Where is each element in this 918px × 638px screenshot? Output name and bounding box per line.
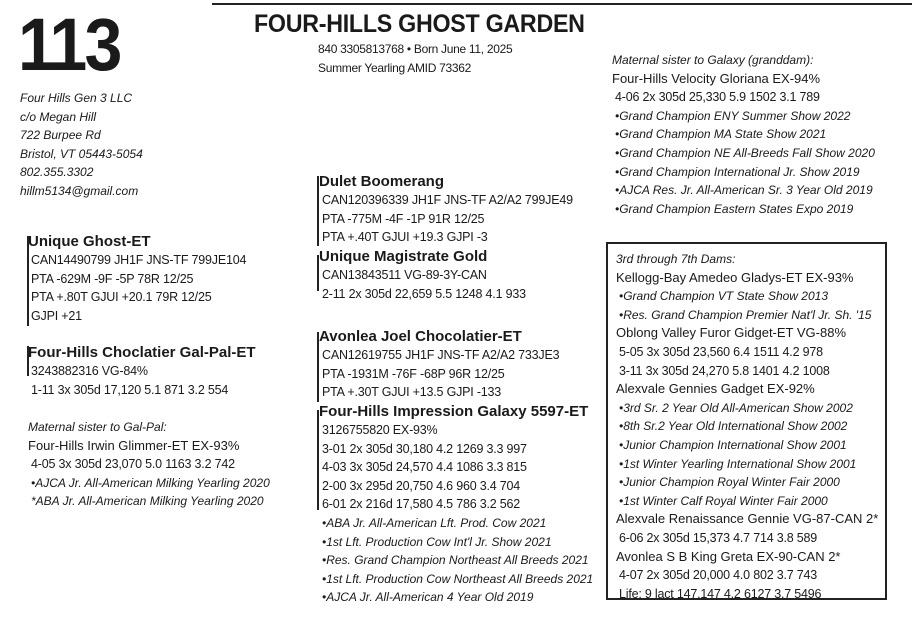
dam-info-line: 3243882316 VG-84% [31, 364, 148, 378]
info-line: PTA +.30T GJUI +13.5 GJPI -133 [322, 385, 502, 400]
award-line: •Res. Grand Champion Northeast All Breeds 2021 [322, 553, 589, 568]
registration-line: 840 3305813768 • Born June 11, 2025 [318, 42, 513, 56]
maternal-grandsire-block [319, 328, 559, 402]
consignor-email: hillm5134@gmail.com [20, 183, 139, 198]
info-line: 2-11 2x 305d 22,659 5.5 1248 4.1 933 [322, 286, 526, 301]
consignor-block [20, 89, 143, 201]
paternal-grandsire-name: Dulet Boomerang [319, 173, 445, 190]
award-line: •Grand Champion Eastern States Expo 2019 [615, 201, 854, 216]
record-line: 3-01 2x 305d 30,180 4.2 1269 3.3 997 [322, 441, 527, 456]
header-rule [212, 3, 912, 5]
ancestor-dam-name: Avonlea S B King Greta EX-90-CAN 2* [616, 548, 841, 564]
award-line: •Grand Champion International Jr. Show 2019 [615, 164, 860, 179]
sister-name: Four-Hills Velocity Gloriana EX-94% [612, 70, 821, 86]
info-line: CAN13843511 VG-89-3Y-CAN [322, 268, 487, 282]
record-line: 5-05 3x 305d 23,560 6.4 1511 4.2 978 [619, 344, 823, 359]
award-line: •8th Sr.2 Year Old International Show 2002 [619, 419, 848, 434]
ancestor-dam-name: Alexvale Gennies Gadget EX-92% [616, 381, 815, 397]
sire-info-line: PTA +.80T GJUI +20.1 79R 12/25 [31, 290, 212, 305]
award-line: •Grand Champion NE All-Breeds Fall Show 2020 [615, 145, 875, 160]
record-line: 3-11 3x 305d 24,270 5.8 1401 4.2 1008 [619, 363, 830, 378]
ancestor-dam-name: Oblong Valley Furor Gidget-ET VG-88% [616, 325, 847, 341]
info-line: PTA -1931M -76F -68P 96R 12/25 [322, 366, 505, 381]
info-line: PTA -775M -4F -1P 91R 12/25 [322, 211, 485, 226]
record-line: 2-00 3x 295d 20,750 4.6 960 3.4 704 [322, 478, 521, 493]
section-heading: Maternal sister to Gal-Pal: [28, 420, 167, 434]
maternal-granddam-block [319, 403, 593, 607]
maternal-sister-galaxy-block [612, 51, 875, 218]
info-line: CAN120396339 JH1F JNS-TF A2/A2 799JE49 [322, 193, 573, 207]
maternal-sister-galpal-block [28, 418, 270, 511]
info-line: PTA +.40T GJUI +19.3 GJPI -3 [322, 230, 488, 245]
award-line: •AJCA Jr. All-American Milking Yearling 2020 [31, 475, 270, 490]
consignor-line: 722 Burpee Rd [20, 128, 101, 143]
info-line: CAN12619755 JH1F JNS-TF A2/A2 733JE3 [322, 348, 560, 362]
box-heading: 3rd through 7th Dams: [616, 252, 736, 266]
award-line: •Junior Champion Royal Winter Fair 2000 [619, 475, 840, 490]
class-line: Summer Yearling AMID 73362 [318, 61, 471, 75]
award-line: •Res. Grand Champion Premier Nat'l Jr. Sh. '15 [619, 307, 872, 322]
paternal-grandsire-block [319, 173, 573, 247]
dam-name: Four-Hills Choclatier Gal-Pal-ET [28, 344, 256, 361]
paternal-granddam-name: Unique Magistrate Gold [319, 248, 488, 265]
award-line: •AJCA Jr. All-American 4 Year Old 2019 [322, 590, 534, 605]
record-line: 4-03 3x 305d 24,570 4.4 1086 3.3 815 [322, 460, 527, 475]
sister-name: Four-Hills Irwin Glimmer-ET EX-93% [28, 437, 240, 453]
award-line: •Grand Champion ENY Summer Show 2022 [615, 108, 851, 123]
maternal-grandsire-name: Avonlea Joel Chocolatier-ET [319, 328, 522, 345]
ancestor-dam-name: Kellogg-Bay Amedeo Gladys-ET EX-93% [616, 269, 854, 285]
consignor-phone: 802.355.3302 [20, 165, 94, 180]
award-line: •Grand Champion MA State Show 2021 [615, 127, 827, 142]
lot-number: 113 [18, 3, 120, 86]
ancestor-dam-name: Alexvale Renaissance Gennie VG-87-CAN 2* [616, 511, 879, 527]
award-line: •Grand Champion VT State Show 2013 [619, 289, 828, 304]
maternal-granddam-name: Four-Hills Impression Galaxy 5597-ET [319, 403, 589, 420]
section-heading: Maternal sister to Galaxy (granddam): [612, 53, 814, 67]
sister-record: 4-06 2x 305d 25,330 5.9 1502 3.1 789 [615, 90, 820, 105]
award-line: •Junior Champion International Show 2001 [619, 437, 847, 452]
award-line: •ABA Jr. All-American Lft. Prod. Cow 2021 [322, 515, 547, 530]
award-line: •1st Lft. Production Cow Northeast All Breeds 2021 [322, 571, 594, 586]
sire-block [28, 233, 246, 325]
lifetime-record-line: Life: 9 lact 147,147 4.2 6127 3.7 5496 [619, 586, 822, 601]
sire-info-line: GJPI +21 [31, 308, 82, 323]
record-line: 6-01 2x 216d 17,580 4.5 786 3.2 562 [322, 497, 521, 512]
award-line: •1st Winter Calf Royal Winter Fair 2000 [619, 493, 828, 508]
award-line: •1st Lft. Production Cow Int'l Jr. Show 2021 [322, 534, 552, 549]
sire-info-line: PTA -629M -9F -5P 78R 12/25 [31, 271, 194, 286]
info-line: 3126755820 EX-93% [322, 423, 438, 437]
award-line: *ABA Jr. All-American Milking Yearling 2020 [31, 494, 264, 509]
animal-name: FOUR-HILLS GHOST GARDEN [254, 10, 585, 38]
sister-record: 4-05 3x 305d 23,070 5.0 1163 3.2 742 [31, 457, 235, 472]
award-line: •AJCA Res. Jr. All-American Sr. 3 Year Old 2019 [615, 183, 873, 198]
sire-info-line: CAN14490799 JH1F JNS-TF 799JE104 [31, 253, 247, 267]
ancestor-dams-content [616, 250, 878, 603]
paternal-granddam-block [319, 248, 526, 303]
award-line: •3rd Sr. 2 Year Old All-American Show 2002 [619, 400, 853, 415]
sire-name: Unique Ghost-ET [28, 233, 151, 250]
dam-record-line: 1-11 3x 305d 17,120 5.1 871 3.2 554 [31, 382, 229, 397]
record-line: 6-06 2x 305d 15,373 4.7 714 3.8 589 [619, 530, 818, 545]
award-line: •1st Winter Yearling International Show 2001 [619, 456, 857, 471]
consignor-line: c/o Megan Hill [20, 109, 97, 124]
dam-block [28, 344, 256, 399]
record-line: 4-07 2x 305d 20,000 4.0 802 3.7 743 [619, 568, 818, 583]
ancestor-dams-box [606, 242, 887, 600]
consignor-line: Four Hills Gen 3 LLC [20, 91, 133, 105]
consignor-line: Bristol, VT 05443-5054 [20, 146, 143, 161]
